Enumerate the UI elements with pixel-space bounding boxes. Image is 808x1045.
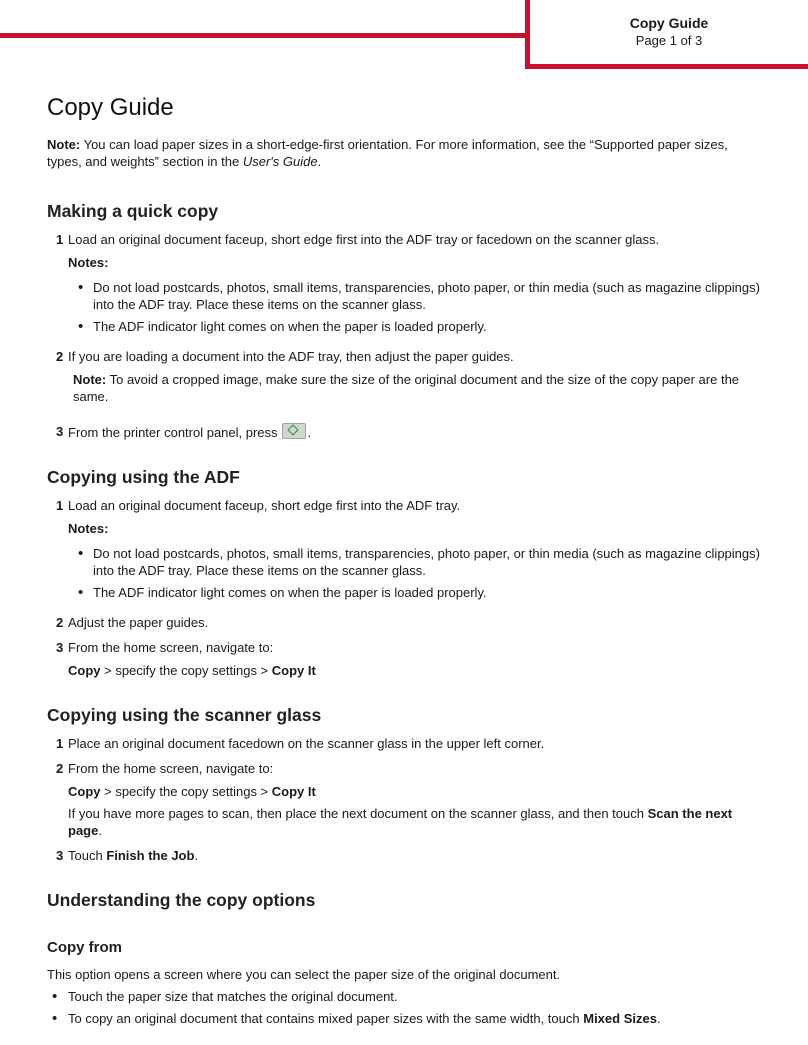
step: [47, 760, 765, 839]
note-text: To avoid a cropped image, make sure the size of the original document and the size of the copy paper are the same.: [73, 372, 740, 404]
crop-note: [73, 371, 765, 405]
step: [47, 847, 765, 864]
step-text: Adjust the paper guides.: [68, 615, 209, 630]
step-number: 2: [56, 615, 64, 630]
section-heading-quick-copy: Making a quick copy: [47, 201, 219, 221]
step-number: 1: [56, 232, 64, 247]
step-text-end: .: [307, 425, 312, 440]
header-rule: [0, 33, 528, 38]
step: [47, 348, 765, 415]
section-quick-copy: [47, 199, 765, 441]
copy-from-description: This option opens a screen where you can select the paper size of the original document.: [47, 967, 561, 982]
mixed-sizes-label: Mixed Sizes: [583, 1011, 657, 1026]
section-heading-scanner-glass: Copying using the scanner glass: [47, 705, 322, 725]
step: [47, 497, 765, 606]
page-title: Copy Guide: [47, 94, 174, 121]
section-scanner-glass: [47, 703, 765, 864]
step-text: Place an original document facedown on the scanner glass in the upper left corner.: [68, 736, 545, 751]
more-pages-post: .: [98, 823, 102, 838]
intro-note: [47, 136, 765, 170]
list-item-text: To copy an original document that contains mixed paper sizes with the same width, touch: [68, 1011, 584, 1026]
step-number: 3: [56, 848, 64, 863]
menu-path-sep: > specify the copy settings >: [100, 663, 272, 678]
step: [47, 639, 765, 679]
step-number: 2: [56, 761, 64, 776]
step-text: If you are loading a document into the ADF tray, then adjust the paper guides.: [68, 349, 514, 364]
step-text: Load an original document faceup, short edge first into the ADF tray.: [68, 498, 461, 513]
list-item: • The ADF indicator light comes on when the paper is loaded properly.: [68, 584, 765, 601]
step-text: From the home screen, navigate to:: [68, 640, 274, 655]
step-number: 2: [56, 349, 64, 364]
step: [47, 735, 765, 752]
notes-list: [68, 279, 765, 335]
step-number: 3: [56, 424, 64, 439]
step-text-end: .: [194, 848, 199, 863]
list-item: • Touch the paper size that matches the original document.: [47, 988, 765, 1005]
menu-path-sep: > specify the copy settings >: [100, 784, 272, 799]
menu-copy: Copy: [68, 784, 101, 799]
section-adf: [47, 465, 765, 679]
step-number: 1: [56, 736, 64, 751]
intro-note-label: Note:: [47, 137, 81, 152]
notes-label: Notes:: [68, 255, 109, 270]
step-number: 3: [56, 640, 64, 655]
step-number: 1: [56, 498, 64, 513]
step: [47, 231, 765, 340]
step: [47, 614, 765, 631]
menu-copy-it: Copy It: [271, 663, 316, 678]
scan-next-page-label: Scan the next page: [68, 806, 733, 838]
step-text: Touch: [68, 848, 107, 863]
document-content: [47, 92, 765, 1032]
menu-copy: Copy: [68, 663, 101, 678]
step-text: Load an original document faceup, short edge first into the ADF tray or facedown on the scanner glass.: [68, 232, 660, 247]
header-page-number: Page 1 of 3: [635, 33, 703, 48]
intro-note-text: You can load paper sizes in a short-edge-first orientation. For more information, see the “Supported paper sizes, types, and weights” section in the: [47, 137, 728, 169]
list-item: • The ADF indicator light comes on when the paper is loaded properly.: [68, 318, 765, 335]
menu-path: [68, 662, 765, 679]
finish-job-label: Finish the Job: [106, 848, 195, 863]
header-title: Copy Guide: [629, 15, 709, 31]
step-text: From the printer control panel, press: [68, 425, 278, 440]
menu-path: [68, 783, 765, 800]
note-label: Note:: [73, 372, 107, 387]
copy-from-list: [47, 988, 765, 1027]
users-guide-reference: User's Guide: [242, 154, 318, 169]
menu-copy-it: Copy It: [271, 784, 316, 799]
more-pages-text: [68, 805, 765, 839]
subsection-heading-copy-from: Copy from: [47, 939, 122, 956]
intro-note-end: .: [317, 154, 322, 169]
start-button-icon: [282, 423, 306, 439]
section-heading-adf: Copying using the ADF: [47, 467, 240, 487]
notes-label: Notes:: [68, 521, 109, 536]
step: [47, 423, 765, 441]
subsection-copy-from: [47, 938, 765, 1027]
step-text: From the home screen, navigate to:: [68, 761, 274, 776]
list-item: [47, 1010, 765, 1027]
section-copy-options: [47, 888, 765, 912]
more-pages-pre: If you have more pages to scan, then place the next document on the scanner glass, and then touch: [68, 806, 648, 821]
header-box: [525, 0, 808, 69]
section-heading-copy-options: Understanding the copy options: [47, 890, 316, 910]
list-item: • Do not load postcards, photos, small items, transparencies, photo paper, or thin media (such as magazine clippings) into the ADF tray. Place these items on the scanner glass.: [68, 545, 765, 579]
list-item: • Do not load postcards, photos, small items, transparencies, photo paper, or thin media (such as magazine clippings) into the ADF tray. Place these items on the scanner glass.: [68, 279, 765, 313]
list-item-end: .: [656, 1011, 661, 1026]
notes-list: [68, 545, 765, 601]
